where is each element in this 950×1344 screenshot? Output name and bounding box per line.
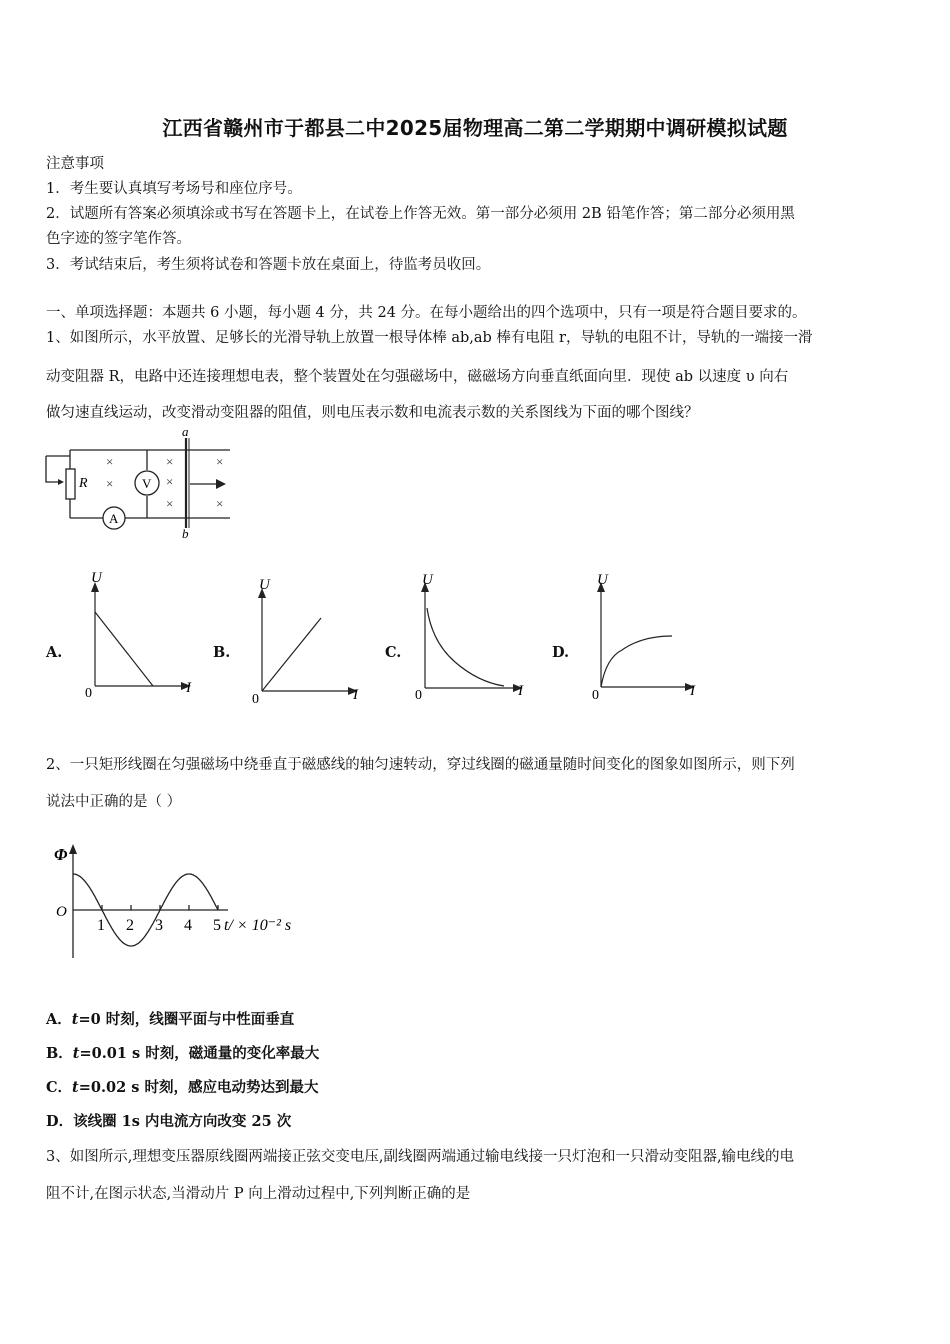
field-mark: ×	[166, 454, 174, 469]
label-A: A	[109, 511, 119, 526]
field-mark: ×	[166, 474, 174, 489]
label-V: V	[142, 476, 152, 491]
q2-line-1: 2、一只矩形线圈在匀强磁场中绕垂直于磁感线的轴匀速转动，穿过线圈的磁通量随时间变化的图象如图所示，则下列	[46, 757, 795, 773]
option-text: =0.01 s 时刻，磁通量的变化率最大	[79, 1045, 320, 1062]
axis-t-label: t/ × 10⁻² s	[224, 917, 292, 934]
q3-line-1: 3、如图所示,理想变压器原线圈两端接正弦交变电压,副线圈两端通过输电线接一只灯泡和一只滑动变阻器,输电线的电	[46, 1149, 795, 1165]
option-letter: C．	[46, 1079, 73, 1096]
axis-i-label: I	[690, 683, 695, 699]
label-R: R	[79, 476, 88, 491]
q1-option-c-letter[interactable]: C.	[385, 644, 402, 661]
notice-item-3: 3．考试结束后，考生须将试卷和答题卡放在桌面上，待监考员收回。	[46, 257, 491, 273]
origin-label: 0	[85, 686, 92, 701]
field-mark: ×	[106, 454, 114, 469]
x-tick-label: 5	[213, 917, 221, 934]
q1-circuit-diagram	[40, 424, 240, 540]
axis-u-label: U	[422, 572, 433, 588]
notice-item-2-line-2: 色字迹的签字笔作答。	[46, 231, 191, 247]
notice-item-2-line-1: 2．试题所有答案必须填涂或书写在答题卡上，在试卷上作答无效。第一部分必须用 2B 铅笔作答；第二部分必须用黑	[46, 206, 795, 222]
axis-u-label: U	[259, 577, 270, 593]
axis-phi-label: Φ	[54, 845, 68, 864]
axis-u-label: U	[91, 570, 102, 586]
field-mark: ×	[106, 476, 114, 491]
origin-label: 0	[252, 692, 259, 707]
q1-option-d-graph[interactable]	[586, 566, 706, 706]
option-text: 该线圈 1s 内电流方向改变 25 次	[73, 1113, 292, 1130]
label-a: a	[182, 424, 189, 439]
q1-option-a-letter[interactable]: A.	[46, 644, 63, 661]
axis-i-label: I	[186, 680, 191, 696]
axis-i-label: I	[518, 683, 523, 699]
q2-flux-graph	[48, 838, 318, 968]
x-tick-label: 3	[155, 917, 163, 934]
q2-option-a[interactable]	[46, 1008, 294, 1029]
origin-label: 0	[592, 688, 599, 703]
option-letter: A．	[46, 1011, 72, 1028]
resistor-icon	[66, 469, 75, 499]
origin-label: 0	[415, 688, 422, 703]
q1-line-1: 1、如图所示，水平放置、足够长的光滑导轨上放置一根导体棒 ab,ab 棒有电阻 r，导轨的电阻不计，导轨的一端接一滑	[46, 330, 813, 346]
option-letter: B．	[46, 1045, 73, 1062]
section-1-heading: 一、单项选择题：本题共 6 小题，每小题 4 分，共 24 分。在每小题给出的四个选项中，只有一项是符合题目要求的。	[46, 305, 807, 321]
q2-option-b[interactable]	[46, 1042, 319, 1063]
notice-heading: 注意事项	[46, 156, 104, 172]
field-mark: ×	[216, 496, 224, 511]
option-letter: D．	[46, 1113, 74, 1130]
q1-line-3: 做匀速直线运动，改变滑动变阻器的阻值，则电压表示数和电流表示数的关系图线为下面的哪个图线？	[46, 405, 699, 421]
label-b: b	[182, 526, 189, 540]
q1-option-b-letter[interactable]: B.	[213, 644, 231, 661]
q3-line-2: 阻不计,在图示状态,当滑动片 P 向上滑动过程中,下列判断正确的是	[46, 1186, 471, 1202]
field-mark: ×	[216, 454, 224, 469]
axis-i-label: I	[353, 687, 358, 703]
option-text: =0 时刻，线圈平面与中性面垂直	[78, 1011, 295, 1028]
x-tick-label: 1	[97, 917, 105, 934]
option-var: t	[72, 1079, 79, 1096]
axis-u-label: U	[597, 572, 608, 588]
page-title: 江西省赣州市于都县二中2025届物理高二第二学期期中调研模拟试题	[162, 116, 788, 140]
q1-option-c-graph[interactable]	[410, 566, 540, 706]
q1-line-2: 动变阻器 R，电路中还连接理想电表，整个装置处在匀强磁场中，磁磁场方向垂直纸面向里．现使 ab 以速度 υ 向右	[46, 369, 789, 385]
field-mark: ×	[166, 496, 174, 511]
option-var: t	[71, 1011, 79, 1028]
q2-option-c[interactable]	[46, 1076, 318, 1097]
q1-option-b-graph[interactable]	[247, 570, 367, 710]
q1-option-d-letter[interactable]: D.	[552, 644, 570, 661]
q2-line-2: 说法中正确的是（ ）	[46, 794, 182, 810]
x-tick-label: 2	[126, 917, 134, 934]
option-var: t	[72, 1045, 80, 1062]
x-tick-label: 4	[184, 917, 192, 934]
velocity-arrow-icon	[216, 479, 226, 489]
q2-option-d[interactable]	[46, 1110, 291, 1131]
notice-item-1: 1．考生要认真填写考场号和座位序号。	[46, 181, 302, 197]
q1-option-a-graph[interactable]	[80, 566, 200, 706]
origin-label: O	[56, 904, 67, 920]
option-text: =0.02 s 时刻，感应电动势达到最大	[78, 1079, 319, 1096]
